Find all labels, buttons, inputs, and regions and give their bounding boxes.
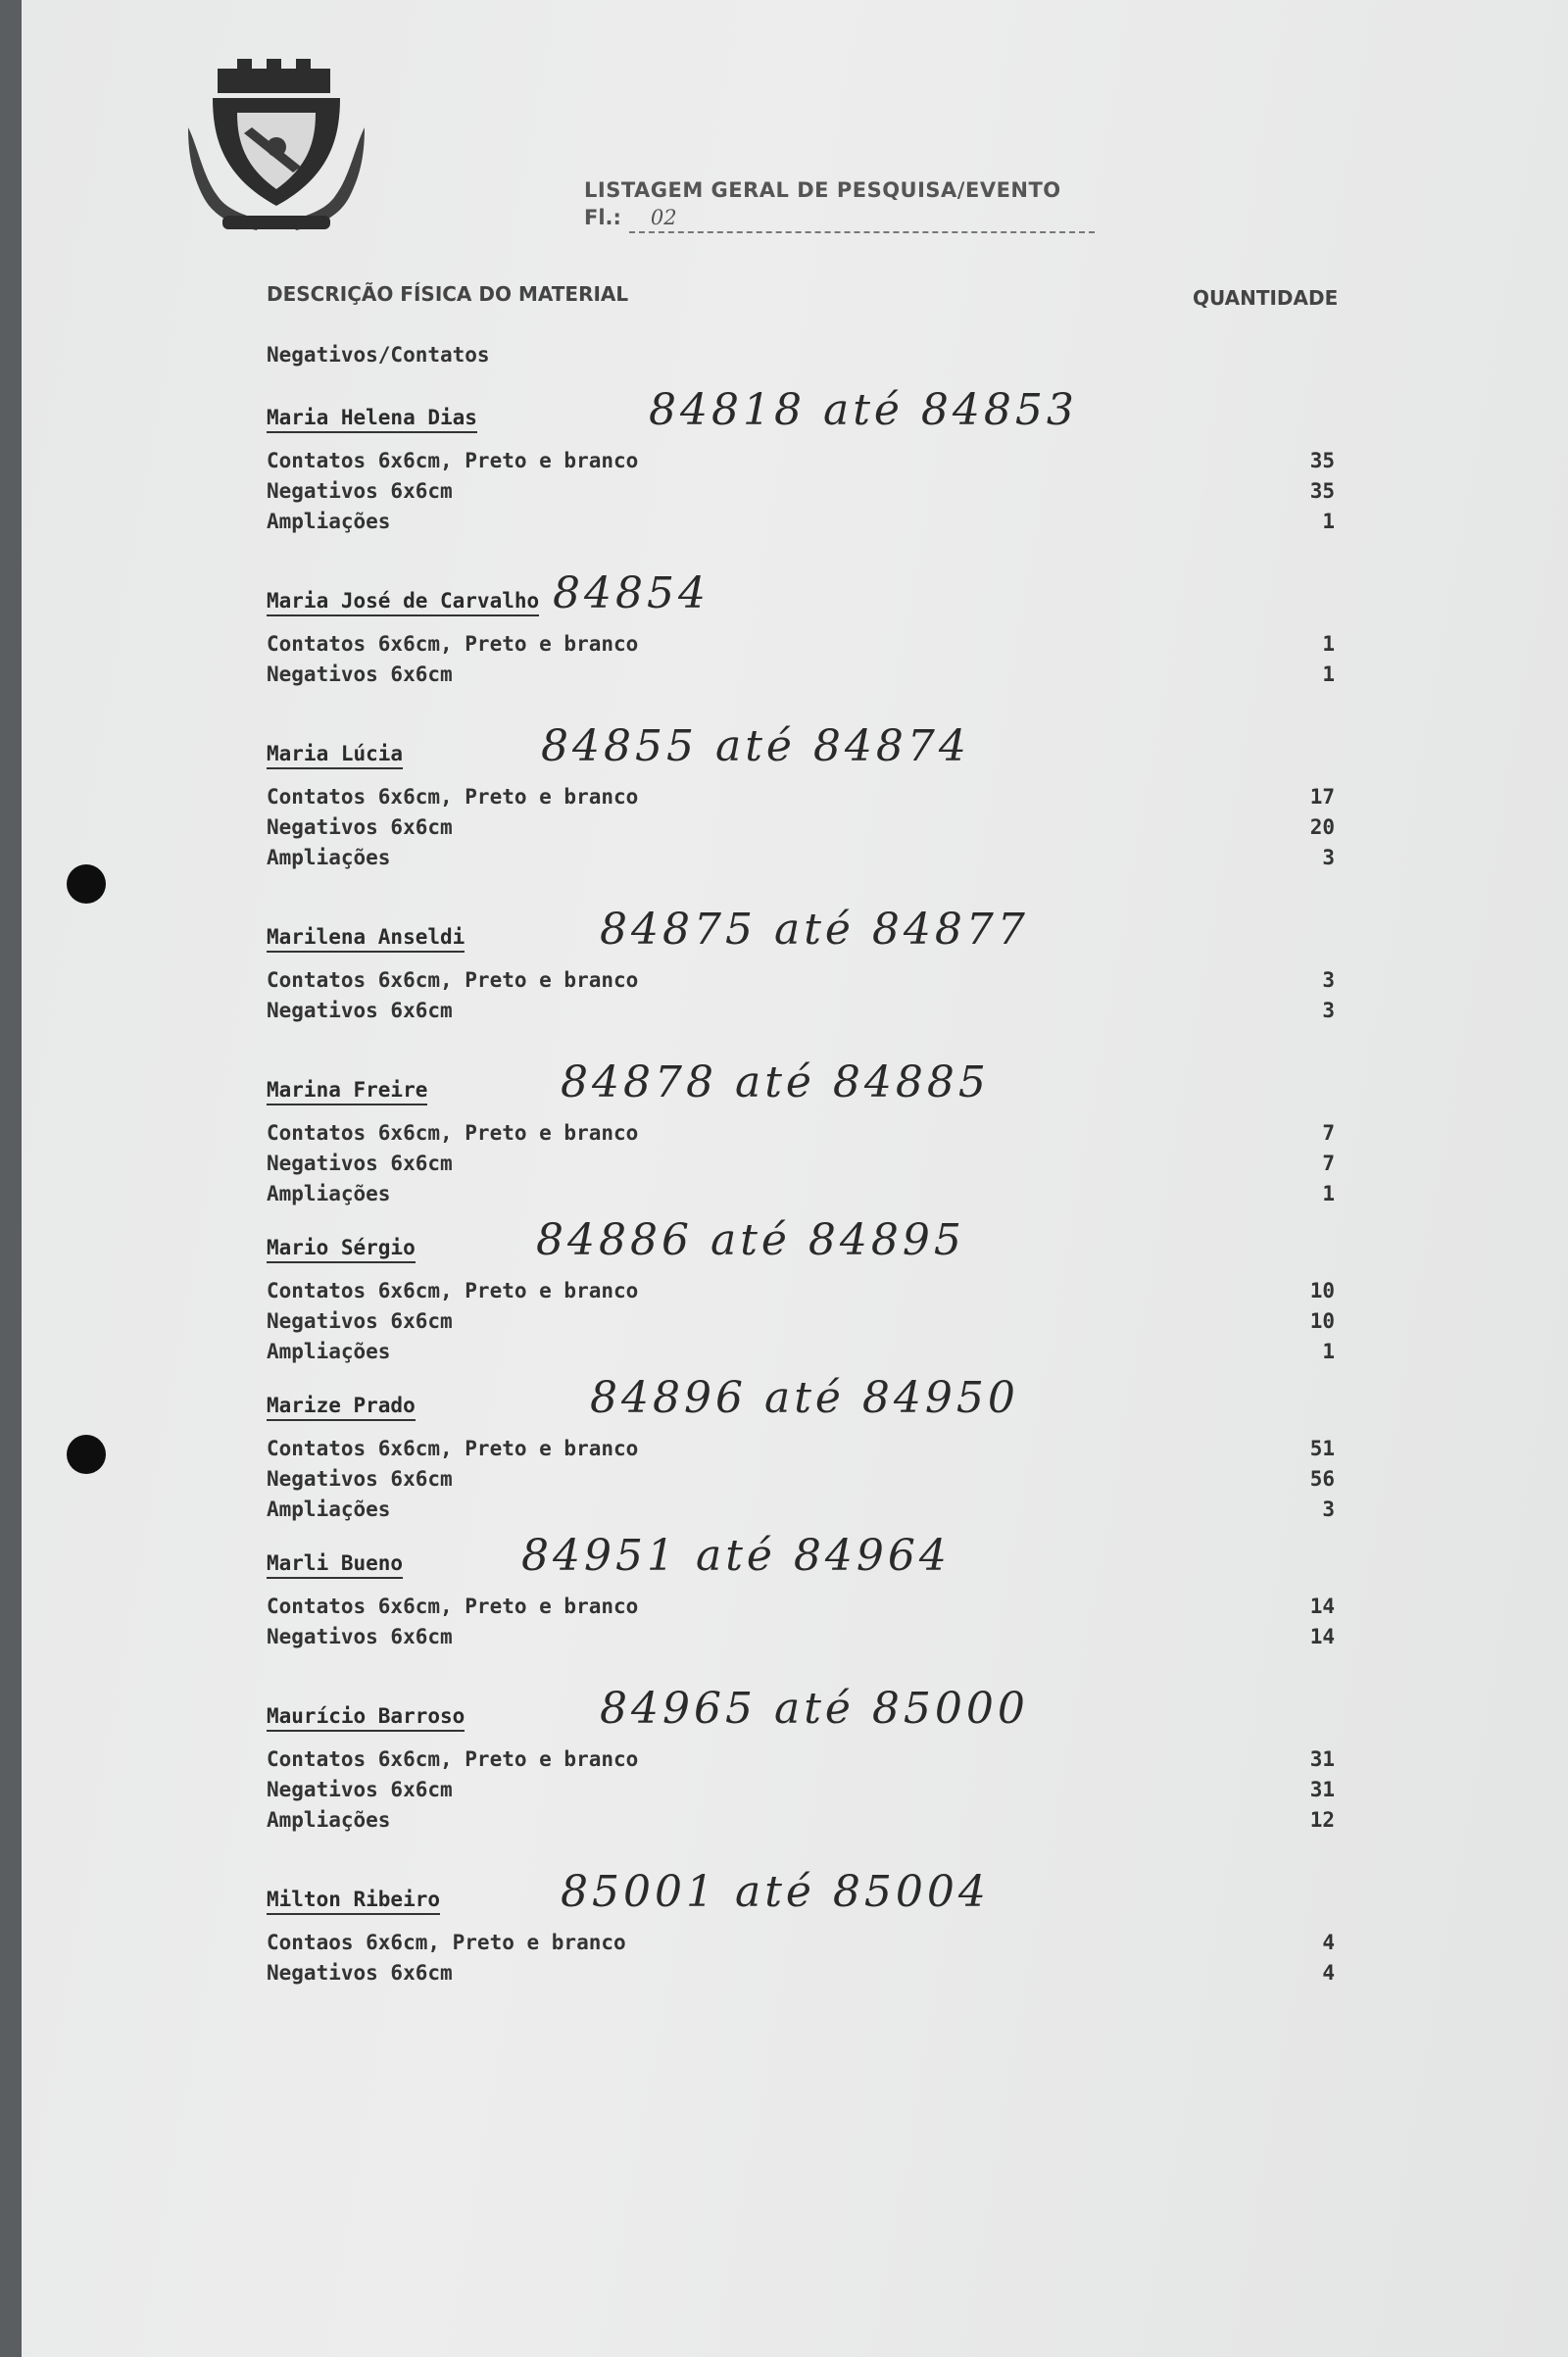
entry: [267, 1681, 1335, 1839]
handwritten-number-range: 84886 até 84895: [536, 1215, 965, 1265]
material-quantity: 10: [1309, 1279, 1335, 1302]
document-page: [22, 0, 1568, 2357]
material-quantity: 20: [1309, 815, 1335, 839]
material-quantity: 4: [1322, 1931, 1335, 1954]
handwritten-number-range: 84878 até 84885: [561, 1057, 990, 1107]
material-description: Negativos 6x6cm: [267, 999, 453, 1022]
photographer-name: Maurício Barroso: [267, 1704, 465, 1732]
entry-header: [267, 1681, 1335, 1738]
material-item: [267, 663, 1335, 693]
material-description: Contaos 6x6cm, Preto e branco: [267, 1931, 626, 1954]
material-description: Contatos 6x6cm, Preto e branco: [267, 1279, 639, 1302]
material-quantity: 1: [1322, 1340, 1335, 1363]
material-quantity: 1: [1322, 632, 1335, 656]
handwritten-number-range: 84896 até 84950: [590, 1373, 1019, 1423]
entry: [267, 565, 1335, 693]
handwritten-number-range: 84951 até 84964: [521, 1531, 951, 1581]
material-description: Ampliações: [267, 1182, 391, 1205]
photographer-name: Marli Bueno: [267, 1551, 403, 1579]
material-item: [267, 785, 1335, 815]
material-description: Contatos 6x6cm, Preto e branco: [267, 1437, 639, 1460]
photographer-name: Maria Helena Dias: [267, 406, 477, 433]
column-header-quantity: QUANTIDADE: [1193, 286, 1339, 310]
material-description: Contatos 6x6cm, Preto e branco: [267, 968, 639, 992]
photographer-name: Marize Prado: [267, 1394, 416, 1421]
material-item: [267, 1152, 1335, 1182]
sheet-number-value: 02: [650, 206, 677, 229]
entry-header: [267, 1528, 1335, 1585]
material-description: Negativos 6x6cm: [267, 815, 453, 839]
material-quantity: 3: [1322, 968, 1335, 992]
material-item: [267, 1121, 1335, 1152]
material-description: Negativos 6x6cm: [267, 1961, 453, 1985]
entry: [267, 1212, 1335, 1370]
material-description: Contatos 6x6cm, Preto e branco: [267, 632, 639, 656]
material-description: Negativos 6x6cm: [267, 1778, 453, 1801]
material-description: Contatos 6x6cm, Preto e branco: [267, 1121, 639, 1145]
material-description: Negativos 6x6cm: [267, 1309, 453, 1333]
material-item: [267, 632, 1335, 663]
sheet-label: Fl.:: [584, 206, 621, 229]
photographer-name: Marilena Anseldi: [267, 925, 465, 953]
punch-hole-top: [67, 864, 106, 904]
material-quantity: 1: [1322, 1182, 1335, 1205]
handwritten-number-range: 84818 até 84853: [649, 385, 1078, 435]
material-item: [267, 1467, 1335, 1498]
punch-hole-bottom: [67, 1435, 106, 1474]
entry-header: [267, 382, 1335, 439]
item-list: [267, 1595, 1335, 1655]
document-title: LISTAGEM GERAL DE PESQUISA/EVENTO: [584, 178, 1061, 202]
material-item: [267, 479, 1335, 510]
item-list: [267, 1747, 1335, 1839]
item-list: [267, 968, 1335, 1029]
material-quantity: 12: [1309, 1808, 1335, 1832]
material-description: Ampliações: [267, 846, 391, 869]
entry: [267, 1864, 1335, 1991]
material-quantity: 35: [1309, 479, 1335, 503]
material-quantity: 3: [1322, 846, 1335, 869]
material-item: [267, 846, 1335, 876]
item-list: [267, 1437, 1335, 1528]
material-description: Negativos 6x6cm: [267, 1152, 453, 1175]
photographer-name: Milton Ribeiro: [267, 1888, 440, 1915]
entry: [267, 1528, 1335, 1655]
entry-header: [267, 565, 1335, 622]
material-description: Negativos 6x6cm: [267, 663, 453, 686]
material-item: [267, 1279, 1335, 1309]
section-title: Negativos/Contatos: [267, 343, 490, 367]
material-quantity: 10: [1309, 1309, 1335, 1333]
handwritten-number-range: 84965 até 85000: [600, 1684, 1029, 1734]
material-quantity: 56: [1309, 1467, 1335, 1491]
material-item: [267, 1595, 1335, 1625]
entry-header: [267, 1370, 1335, 1427]
material-item: [267, 1747, 1335, 1778]
material-item: [267, 1182, 1335, 1212]
material-quantity: 1: [1322, 510, 1335, 533]
material-description: Ampliações: [267, 1808, 391, 1832]
material-item: [267, 510, 1335, 540]
entry-header: [267, 718, 1335, 775]
entry-header: [267, 902, 1335, 958]
material-description: Negativos 6x6cm: [267, 1625, 453, 1648]
material-item: [267, 999, 1335, 1029]
material-description: Ampliações: [267, 1340, 391, 1363]
entry-header: [267, 1864, 1335, 1921]
material-quantity: 1: [1322, 663, 1335, 686]
material-description: Ampliações: [267, 1498, 391, 1521]
material-quantity: 3: [1322, 1498, 1335, 1521]
photographer-name: Mario Sérgio: [267, 1236, 416, 1263]
material-description: Contatos 6x6cm, Preto e branco: [267, 785, 639, 809]
material-quantity: 14: [1309, 1625, 1335, 1648]
material-quantity: 31: [1309, 1747, 1335, 1771]
material-item: [267, 1961, 1335, 1991]
photographer-name: Maria José de Carvalho: [267, 589, 539, 616]
material-quantity: 3: [1322, 999, 1335, 1022]
sheet-number-line: [629, 231, 1095, 233]
material-description: Contatos 6x6cm, Preto e branco: [267, 1747, 639, 1771]
material-description: Contatos 6x6cm, Preto e branco: [267, 1595, 639, 1618]
material-description: Ampliações: [267, 510, 391, 533]
material-quantity: 35: [1309, 449, 1335, 472]
material-item: [267, 1625, 1335, 1655]
material-quantity: 7: [1322, 1152, 1335, 1175]
item-list: [267, 449, 1335, 540]
handwritten-number-range: 84875 até 84877: [600, 905, 1029, 955]
photographer-name: Marina Freire: [267, 1078, 427, 1105]
material-quantity: 7: [1322, 1121, 1335, 1145]
material-quantity: 31: [1309, 1778, 1335, 1801]
material-item: [267, 449, 1335, 479]
entry-header: [267, 1055, 1335, 1111]
handwritten-number-range: 85001 até 85004: [561, 1867, 990, 1917]
photographer-name: Maria Lúcia: [267, 742, 403, 769]
material-item: [267, 1808, 1335, 1839]
item-list: [267, 1931, 1335, 1991]
material-quantity: 4: [1322, 1961, 1335, 1985]
sheet-number: [584, 206, 677, 229]
entry-list: [267, 382, 1335, 2017]
handwritten-number-range: 84855 até 84874: [541, 721, 970, 771]
item-list: [267, 632, 1335, 693]
entry: [267, 382, 1335, 540]
material-quantity: 17: [1309, 785, 1335, 809]
material-description: Contatos 6x6cm, Preto e branco: [267, 449, 639, 472]
material-item: [267, 968, 1335, 999]
material-item: [267, 815, 1335, 846]
entry: [267, 718, 1335, 876]
material-item: [267, 1778, 1335, 1808]
entry-header: [267, 1212, 1335, 1269]
column-header-description: DESCRIÇÃO FÍSICA DO MATERIAL: [267, 282, 629, 306]
item-list: [267, 1121, 1335, 1212]
material-description: Negativos 6x6cm: [267, 1467, 453, 1491]
material-quantity: 51: [1309, 1437, 1335, 1460]
coat-of-arms-seal: [178, 49, 374, 245]
material-item: [267, 1340, 1335, 1370]
material-description: Negativos 6x6cm: [267, 479, 453, 503]
entry: [267, 1055, 1335, 1212]
material-item: [267, 1437, 1335, 1467]
item-list: [267, 785, 1335, 876]
material-item: [267, 1931, 1335, 1961]
material-item: [267, 1309, 1335, 1340]
entry: [267, 902, 1335, 1029]
item-list: [267, 1279, 1335, 1370]
entry: [267, 1370, 1335, 1528]
material-quantity: 14: [1309, 1595, 1335, 1618]
material-item: [267, 1498, 1335, 1528]
handwritten-number-range: 84854: [553, 568, 710, 618]
